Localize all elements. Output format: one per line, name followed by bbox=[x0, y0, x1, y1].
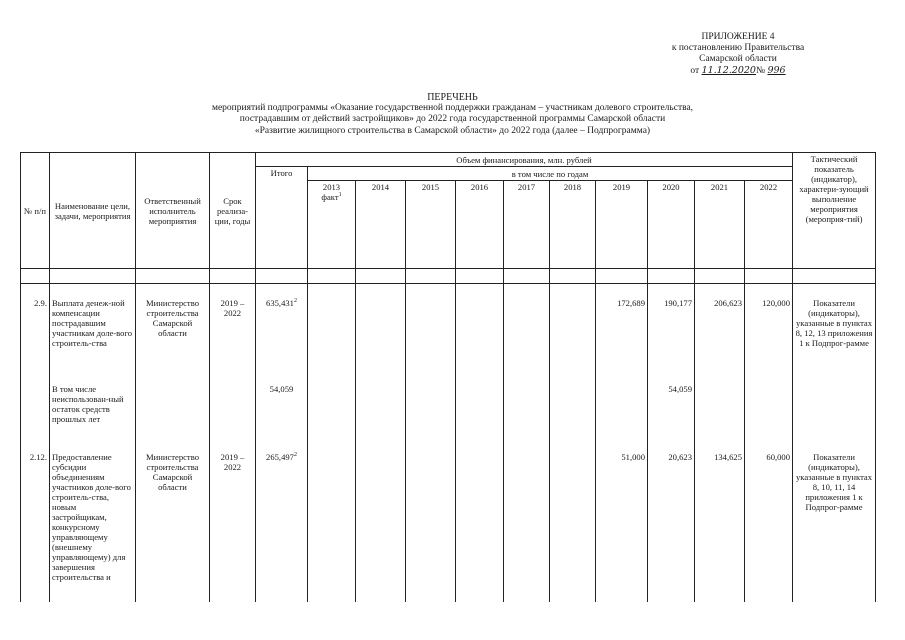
document-title bbox=[0, 92, 905, 137]
header-responsible: Ответственный исполнитель мероприятия bbox=[136, 153, 210, 269]
header-indicator: Тактический показатель (индикатор), характери-зующий выполнение мероприятия (мероприя-тий) bbox=[793, 153, 876, 269]
row-num: 2.12. bbox=[21, 446, 50, 602]
appendix-title: ПРИЛОЖЕНИЕ 4 bbox=[701, 32, 775, 42]
title-heading: ПЕРЕЧЕНЬ bbox=[427, 92, 478, 103]
header-year-2017: 2017 bbox=[504, 181, 550, 269]
appendix-date-line bbox=[633, 65, 843, 77]
row-2022: 120,000 bbox=[745, 284, 793, 385]
row-2020: 190,177 bbox=[648, 284, 695, 385]
row-name: Предоставление субсидии объединениям участников доле-вого строитель-ства, новым застройщикам, конкурсному управляющему (внешнему управляющему) для завершения строительства и bbox=[50, 446, 136, 602]
year-2013-note: факт$^1$ bbox=[321, 192, 342, 202]
row-2022: 60,000 bbox=[745, 446, 793, 602]
row-name: В том числе неиспользован-ный остаток средств прошлых лет bbox=[50, 384, 136, 446]
row-2019: 172,689 bbox=[596, 284, 648, 385]
header-funding: Объем финансирования, млн. рублей bbox=[256, 153, 793, 167]
title-line-1: мероприятий подпрограммы «Оказание государственной поддержки гражданам – участникам долевого строительства, bbox=[211, 103, 694, 114]
header-year-2014: 2014 bbox=[356, 181, 406, 269]
header-year-2016: 2016 bbox=[456, 181, 504, 269]
row-total: 265,497$^2$ bbox=[256, 446, 308, 602]
row-indicator: Показатели (индикаторы), указанные в пунктах 8, 10, 11, 14 приложения 1 к Подпрог-рамме bbox=[793, 446, 876, 602]
title-line-2: пострадавшим от действий застройщиков» до 2022 года государственной программы Самарской области bbox=[239, 114, 666, 125]
header-year-2018: 2018 bbox=[550, 181, 596, 269]
row-name: Выплата денеж-ной компенсации пострадавшим участникам доле-вого строитель-ства bbox=[50, 284, 136, 385]
appendix-block bbox=[633, 32, 843, 77]
number-value: 996 bbox=[767, 65, 786, 76]
header-row-1 bbox=[21, 153, 876, 167]
header-term: Срок реализа-ции, годы bbox=[210, 153, 256, 269]
header-year-2013 bbox=[308, 181, 356, 269]
row-2020: 54,059 bbox=[648, 384, 695, 446]
row-2021: 134,625 bbox=[695, 446, 745, 602]
date-value: 11.12.2020 bbox=[701, 65, 756, 76]
row-responsible: Министерство строительства Самарской области bbox=[136, 446, 210, 602]
row-2020: 20,623 bbox=[648, 446, 695, 602]
table-row bbox=[21, 446, 876, 602]
appendix-decree: к постановлению Правительства bbox=[671, 43, 805, 53]
header-year-2021: 2021 bbox=[695, 181, 745, 269]
row-num: 2.9. bbox=[21, 284, 50, 385]
title-line-3: «Развитие жилищного строительства в Самарской области» до 2022 года (далее – Подпрограмма) bbox=[254, 125, 651, 136]
header-year-2022: 2022 bbox=[745, 181, 793, 269]
header-year-2015: 2015 bbox=[406, 181, 456, 269]
row-2019: 51,000 bbox=[596, 446, 648, 602]
year-2013-label: 2013 bbox=[322, 182, 341, 192]
row-total: 54,059 bbox=[256, 384, 308, 446]
spacer-row bbox=[21, 269, 876, 284]
activities-table bbox=[20, 152, 876, 602]
appendix-region: Самарской области bbox=[699, 54, 777, 64]
row-term: 2019 – 2022 bbox=[210, 284, 256, 385]
header-year-2020: 2020 bbox=[648, 181, 695, 269]
table-row bbox=[21, 284, 876, 385]
header-by-years: в том числе по годам bbox=[308, 167, 793, 181]
header-total: Итого bbox=[256, 167, 308, 269]
row-responsible: Министерство строительства Самарской области bbox=[136, 284, 210, 385]
date-prefix: от bbox=[690, 66, 700, 76]
table-row bbox=[21, 384, 876, 446]
header-name: Наименование цели, задачи, мероприятия bbox=[50, 153, 136, 269]
row-term: 2019 – 2022 bbox=[210, 446, 256, 602]
row-indicator: Показатели (индикаторы), указанные в пунктах 8, 12, 13 приложения 1 к Подпрог-рамме bbox=[793, 284, 876, 385]
header-num: № п/п bbox=[21, 153, 50, 269]
row-total: 635,431$^2$ bbox=[256, 284, 308, 385]
number-prefix: № bbox=[755, 66, 766, 76]
row-2021: 206,623 bbox=[695, 284, 745, 385]
header-year-2019: 2019 bbox=[596, 181, 648, 269]
